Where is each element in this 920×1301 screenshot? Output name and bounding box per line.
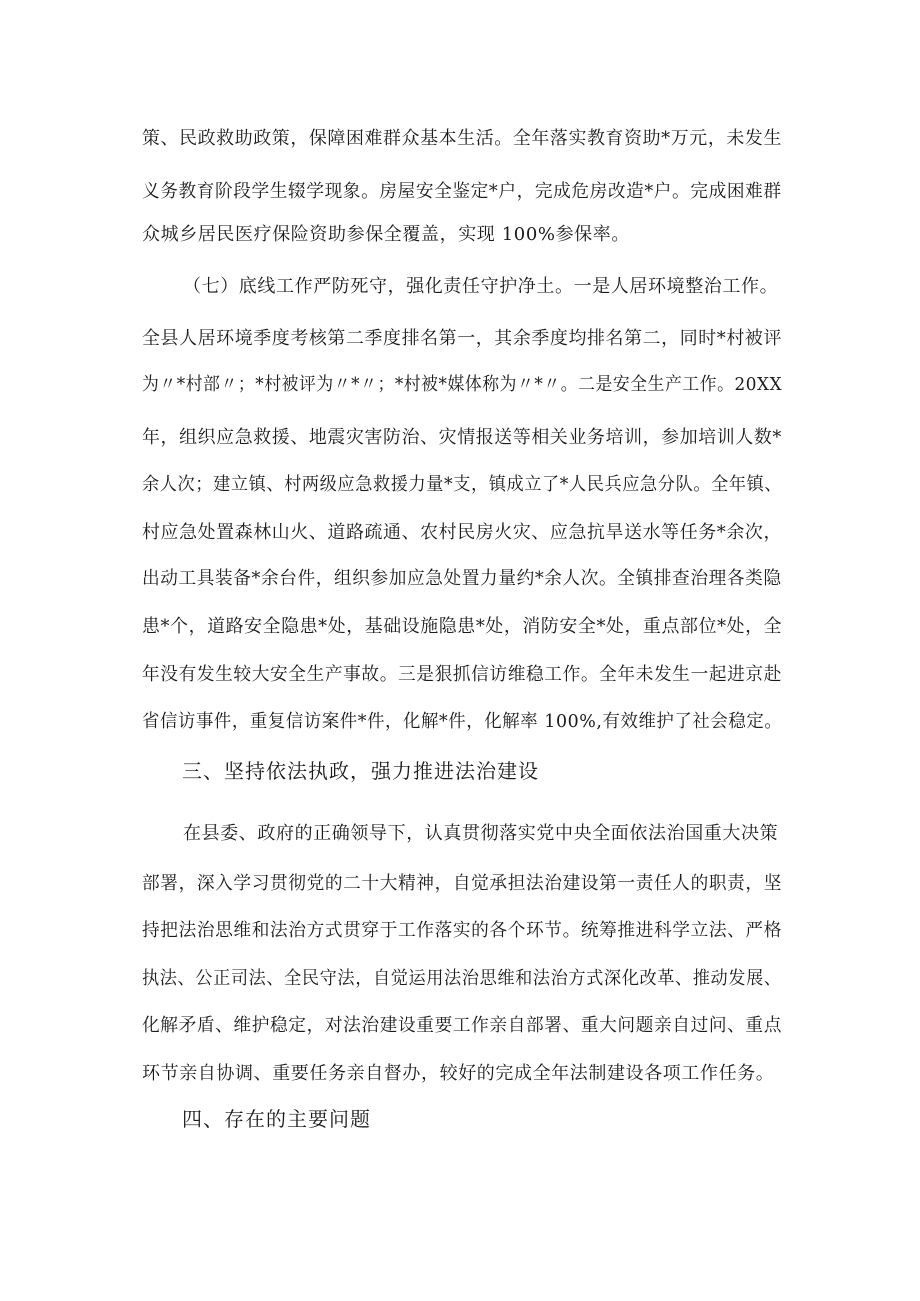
- text-line: 众城乡居民医疗保险资助参保全覆盖，实现 100%参保率。: [142, 224, 630, 245]
- text-line: 环节亲自协调、重要任务亲自督办，较好的完成全年法制建设各项工作任务。: [142, 1063, 775, 1084]
- text-line: 患*个，道路安全隐患*处，基础设施隐患*处，消防安全*处，重点部位*处，全: [142, 616, 783, 637]
- text-line: 义务教育阶段学生辍学现象。房屋安全鉴定*户，完成危房改造*户。完成困难群: [142, 181, 782, 202]
- text-line: 出动工具装备*余台件，组织参加应急处置力量约*余人次。全镇排查治理各类隐: [142, 568, 782, 589]
- text-line: 持把法治思维和法治方式贯穿于工作落实的各个环节。统筹推进科学立法、严格: [142, 920, 782, 941]
- text-line: 余人次；建立镇、村两级应急救援力量*支，镇成立了*人民兵应急分队。全年镇、: [142, 474, 783, 495]
- text-line: 年，组织应急救援、地震灾害防治、灾情报送等相关业务培训，参加培训人数*: [142, 427, 783, 448]
- text-line: 年没有发生较大安全生产事故。三是狠抓信访维稳工作。全年未发生一起进京赴: [142, 664, 782, 685]
- section-heading-main-problems: 四、存在的主要问题: [182, 1107, 371, 1131]
- text-line: 化解矛盾、维护稳定，对法治建设重要工作亲自部署、重大问题亲自过问、重点: [142, 1015, 782, 1036]
- section-heading-rule-of-law: 三、坚持依法执政，强力推进法治建设: [182, 759, 539, 783]
- text-line: 省信访事件，重复信访案件*件，化解*件，化解率 100%,有效维护了社会稳定。: [142, 711, 783, 732]
- text-line: 全县人居环境季度考核第二季度排名第一，其余季度均排名第二，同时*村被评: [142, 328, 783, 349]
- text-line: （七）底线工作严防死守，强化责任守护净土。一是人居环境整治工作。: [183, 276, 779, 297]
- text-line: 村应急处置森林山火、道路疏通、农村民房火灾、应急抗旱送水等任务*余次，: [142, 522, 783, 543]
- text-line: 执法、公正司法、全民守法，自觉运用法治思维和法治方式深化改革、推动发展、: [142, 968, 782, 989]
- text-line: 为〃*村部〃；*村被评为〃*〃；*村被*媒体称为〃*〃。二是安全生产工作。20XX: [142, 374, 783, 395]
- text-line: 部署，深入学习贯彻党的二十大精神，自觉承担法治建设第一责任人的职责，坚: [142, 873, 782, 894]
- text-line: 策、民政救助政策，保障困难群众基本生活。全年落实教育资助*万元，未发生: [142, 128, 783, 149]
- text-line: 在县委、政府的正确领导下，认真贯彻落实党中央全面依法治国重大决策: [183, 823, 779, 844]
